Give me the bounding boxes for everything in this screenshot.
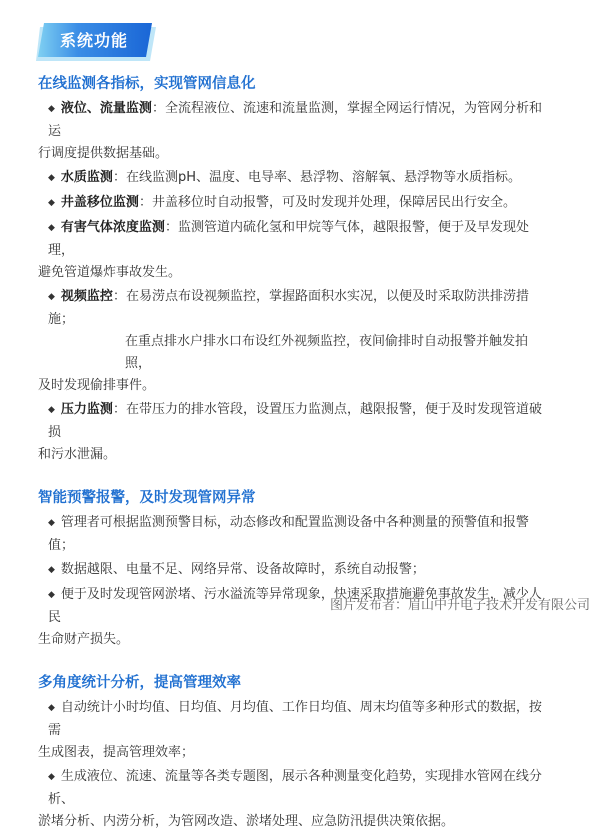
- diamond-bullet-icon: ◆: [48, 565, 55, 575]
- item-label: 液位、流量监测: [60, 101, 152, 116]
- banner-title: 系统功能: [59, 31, 128, 50]
- diamond-bullet-icon: ◆: [48, 518, 55, 528]
- list-item: [38, 512, 550, 557]
- list-item: [38, 98, 550, 165]
- diamond-bullet-icon: ◆: [48, 772, 55, 782]
- item-label: 井盖移位监测: [60, 195, 139, 210]
- diamond-bullet-icon: ◆: [48, 173, 55, 183]
- item-text: ：监测管道内硫化氢和甲烷等气体，越限报警，便于及早发现处理，: [48, 220, 529, 258]
- diamond-bullet-icon: ◆: [48, 104, 55, 114]
- item-text-cont: 和污水泄漏。: [38, 447, 117, 462]
- item-text-cont: 及时发现偷排事件。: [38, 378, 156, 393]
- item-text: ：在线监测pH、温度、电导率、悬浮物、溶解氧、悬浮物等水质指标。: [112, 170, 521, 185]
- feature-content: [38, 72, 550, 835]
- diamond-bullet-icon: ◆: [48, 292, 55, 302]
- item-text: ：全流程液位、流速和流量监测，掌握全网运行情况，为管网分析和运: [48, 101, 542, 139]
- list-item: [38, 217, 550, 284]
- item-text-cont: 生命财产损失。: [38, 632, 130, 647]
- item-text: ：在易涝点布设视频监控，掌握路面积水实况，以便及时采取防洪排涝措施；: [48, 289, 529, 327]
- diamond-bullet-icon: ◆: [48, 590, 55, 600]
- item-text: 便于及时发现管网淤堵、污水溢流等异常现象，快速采取措施避免事故发生，减少人民: [48, 587, 542, 625]
- list-item: [38, 167, 550, 190]
- item-label: 水质监测: [60, 170, 113, 185]
- diamond-bullet-icon: ◆: [48, 703, 55, 713]
- item-text-cont: 生成图表，提高管理效率；: [38, 745, 195, 760]
- list-item: [38, 286, 550, 397]
- item-text: ：井盖移位时自动报警，可及时发现并处理，保障居民出行安全。: [138, 195, 516, 210]
- item-text-cont: 避免管道爆炸事故发生。: [38, 265, 182, 280]
- item-label: 压力监测: [60, 402, 113, 417]
- list-item: [38, 192, 550, 215]
- item-text: 生成液位、流速、流量等各类专题图，展示各种测量变化趋势，实现排水管网在线分析、: [48, 769, 542, 807]
- section-title: 智能预警报警，及时发现管网异常: [38, 490, 256, 506]
- list-item: [38, 559, 550, 582]
- item-text-cont: 在重点排水户排水口布设红外视频监控，夜间偷排时自动报警并触发拍照，: [125, 334, 529, 371]
- item-text-cont: 淤堵分析、内涝分析，为管网改造、淤堵处理、应急防汛提供决策依据。: [38, 814, 455, 829]
- list-item: [38, 766, 550, 833]
- section-banner: [36, 21, 158, 63]
- publisher-watermark: 图片发布者：眉山中升电子技术开发有限公司: [329, 598, 590, 613]
- diamond-bullet-icon: ◆: [48, 198, 55, 208]
- item-text: 自动统计小时均值、日均值、月均值、工作日均值、周末均值等多种形式的数据，按需: [48, 700, 542, 738]
- diamond-bullet-icon: ◆: [48, 223, 55, 233]
- section-statistics: [38, 671, 550, 833]
- section-alerts: [38, 486, 550, 651]
- item-text: ：在带压力的排水管段，设置压力监测点，越限报警，便于及时发现管道破损: [48, 402, 542, 440]
- item-label: 有害气体浓度监测: [60, 220, 165, 235]
- section-title: 在线监测各指标，实现管网信息化: [38, 76, 256, 92]
- list-item: [38, 697, 550, 764]
- item-text-cont: 行调度提供数据基础。: [38, 146, 169, 161]
- item-text: 数据越限、电量不足、网络异常、设备故障时，系统自动报警；: [60, 562, 425, 577]
- section-title: 多角度统计分析，提高管理效率: [38, 675, 241, 691]
- item-label: 视频监控: [60, 289, 113, 304]
- item-text: 管理者可根据监测预警目标，动态修改和配置监测设备中各种测量的预警值和报警值；: [48, 515, 529, 553]
- section-monitoring: [38, 72, 550, 466]
- diamond-bullet-icon: ◆: [48, 405, 55, 415]
- list-item: [38, 399, 550, 466]
